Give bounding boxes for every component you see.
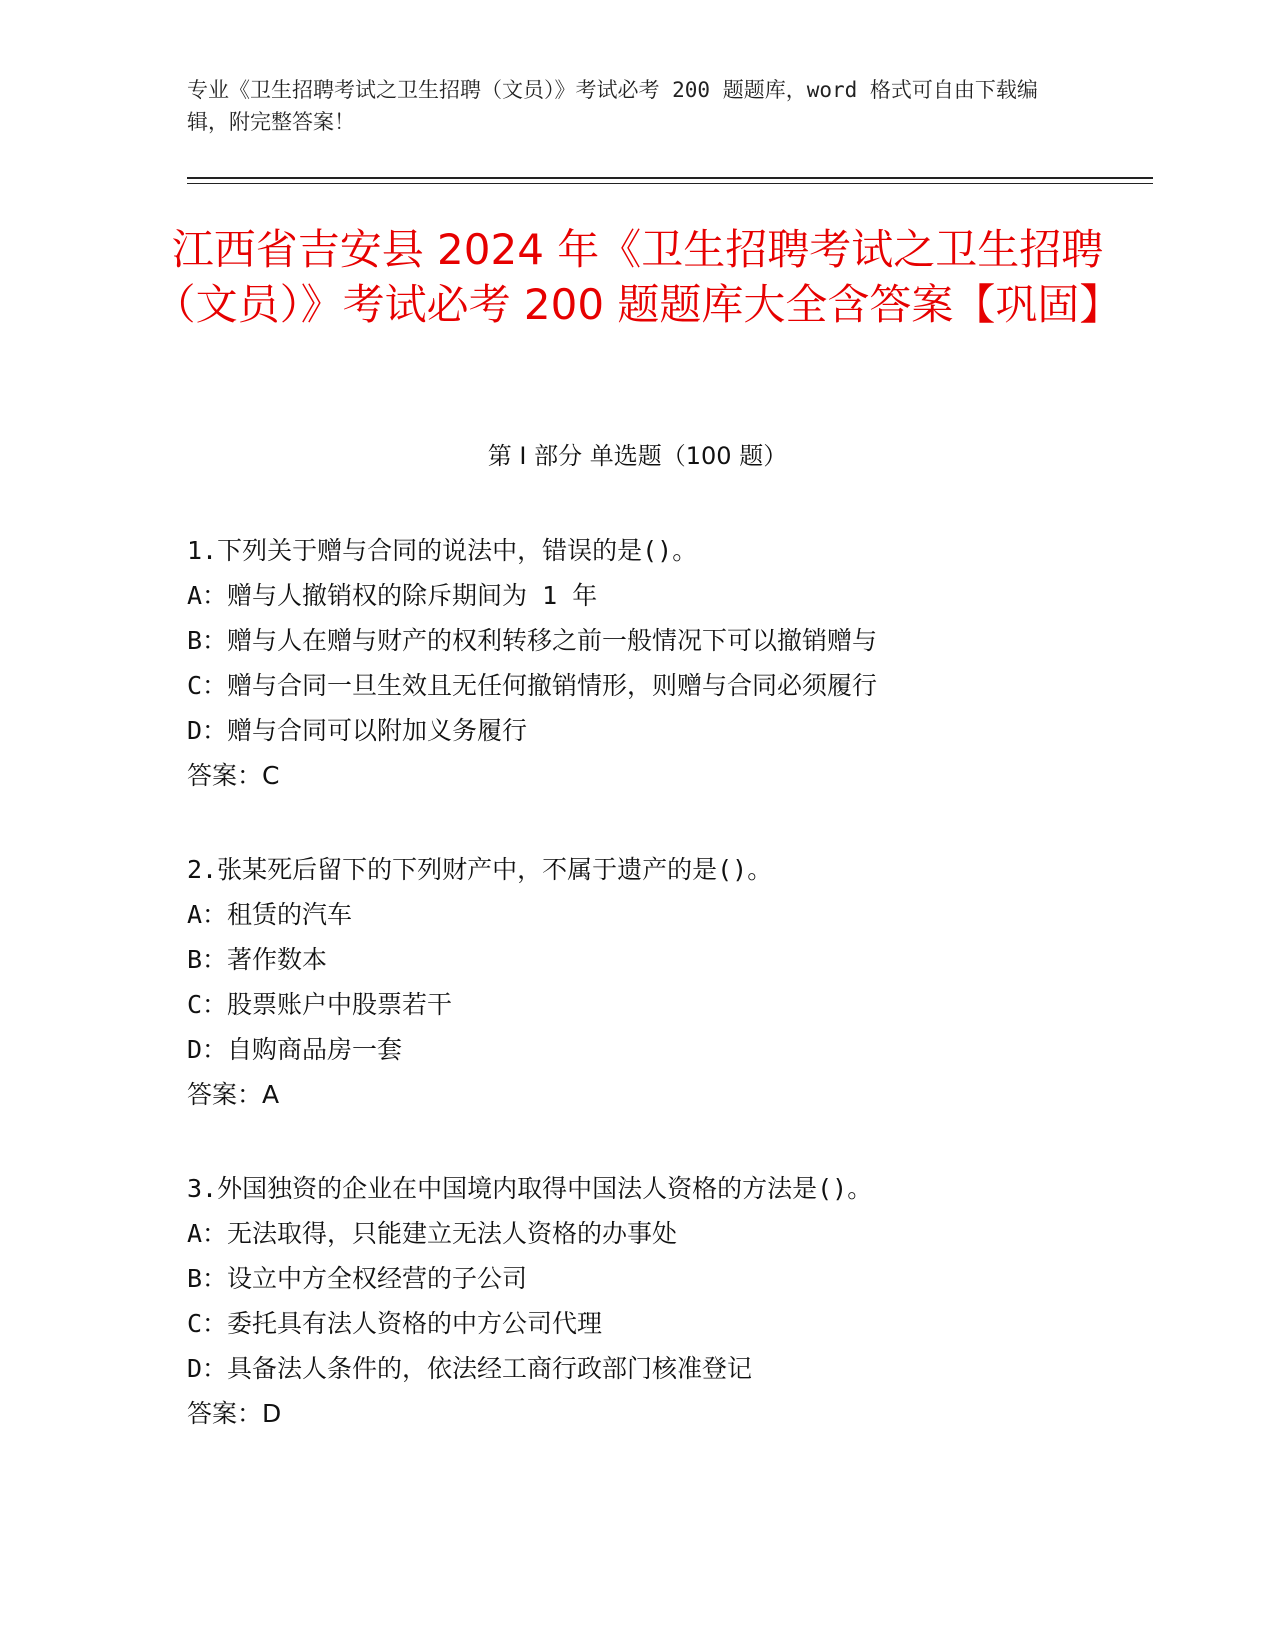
header-divider-thick: [187, 177, 1153, 179]
option-c: C：委托具有法人资格的中方公司代理: [187, 1309, 603, 1338]
document-title: 江西省吉安县 2024 年《卫生招聘考试之卫生招聘（文员）》考试必考 200 题题库大全含答案【巩固】: [153, 225, 1122, 329]
answer-line: 答案：C: [187, 761, 280, 790]
answer-line: 答案：D: [187, 1399, 282, 1428]
question-stem: 3.外国独资的企业在中国境内取得中国法人资格的方法是()。: [187, 1174, 873, 1203]
header-note: 专业《卫生招聘考试之卫生招聘（文员）》考试必考 200 题题库，word 格式可自由下载编辑，附完整答案！: [187, 78, 1038, 134]
option-c: C：赠与合同一旦生效且无任何撤销情形，则赠与合同必须履行: [187, 671, 878, 700]
option-d: D：具备法人条件的，依法经工商行政部门核准登记: [187, 1354, 753, 1383]
option-d: D：赠与合同可以附加义务履行: [187, 716, 528, 745]
header-divider-thin: [187, 183, 1153, 184]
option-b: B：设立中方全权经营的子公司: [187, 1264, 528, 1293]
option-c: C：股票账户中股票若干: [187, 990, 453, 1019]
option-d: D：自购商品房一套: [187, 1035, 403, 1064]
section-heading: 第 I 部分 单选题（100 题）: [487, 442, 788, 470]
question-item: [187, 1166, 1147, 1436]
question-stem: 2.张某死后留下的下列财产中，不属于遗产的是()。: [187, 855, 773, 884]
question-list: [187, 528, 1147, 1485]
option-b: B：赠与人在赠与财产的权利转移之前一般情况下可以撤销赠与: [187, 626, 878, 655]
question-stem: 1.下列关于赠与合同的说法中，错误的是()。: [187, 536, 698, 565]
answer-line: 答案：A: [187, 1080, 280, 1109]
question-item: [187, 528, 1147, 798]
option-a: A：租赁的汽车: [187, 900, 353, 929]
question-item: [187, 847, 1147, 1117]
option-a: A：无法取得，只能建立无法人资格的办事处: [187, 1219, 678, 1248]
option-b: B：著作数本: [187, 945, 328, 974]
option-a: A：赠与人撤销权的除斥期间为 1 年: [187, 581, 598, 610]
